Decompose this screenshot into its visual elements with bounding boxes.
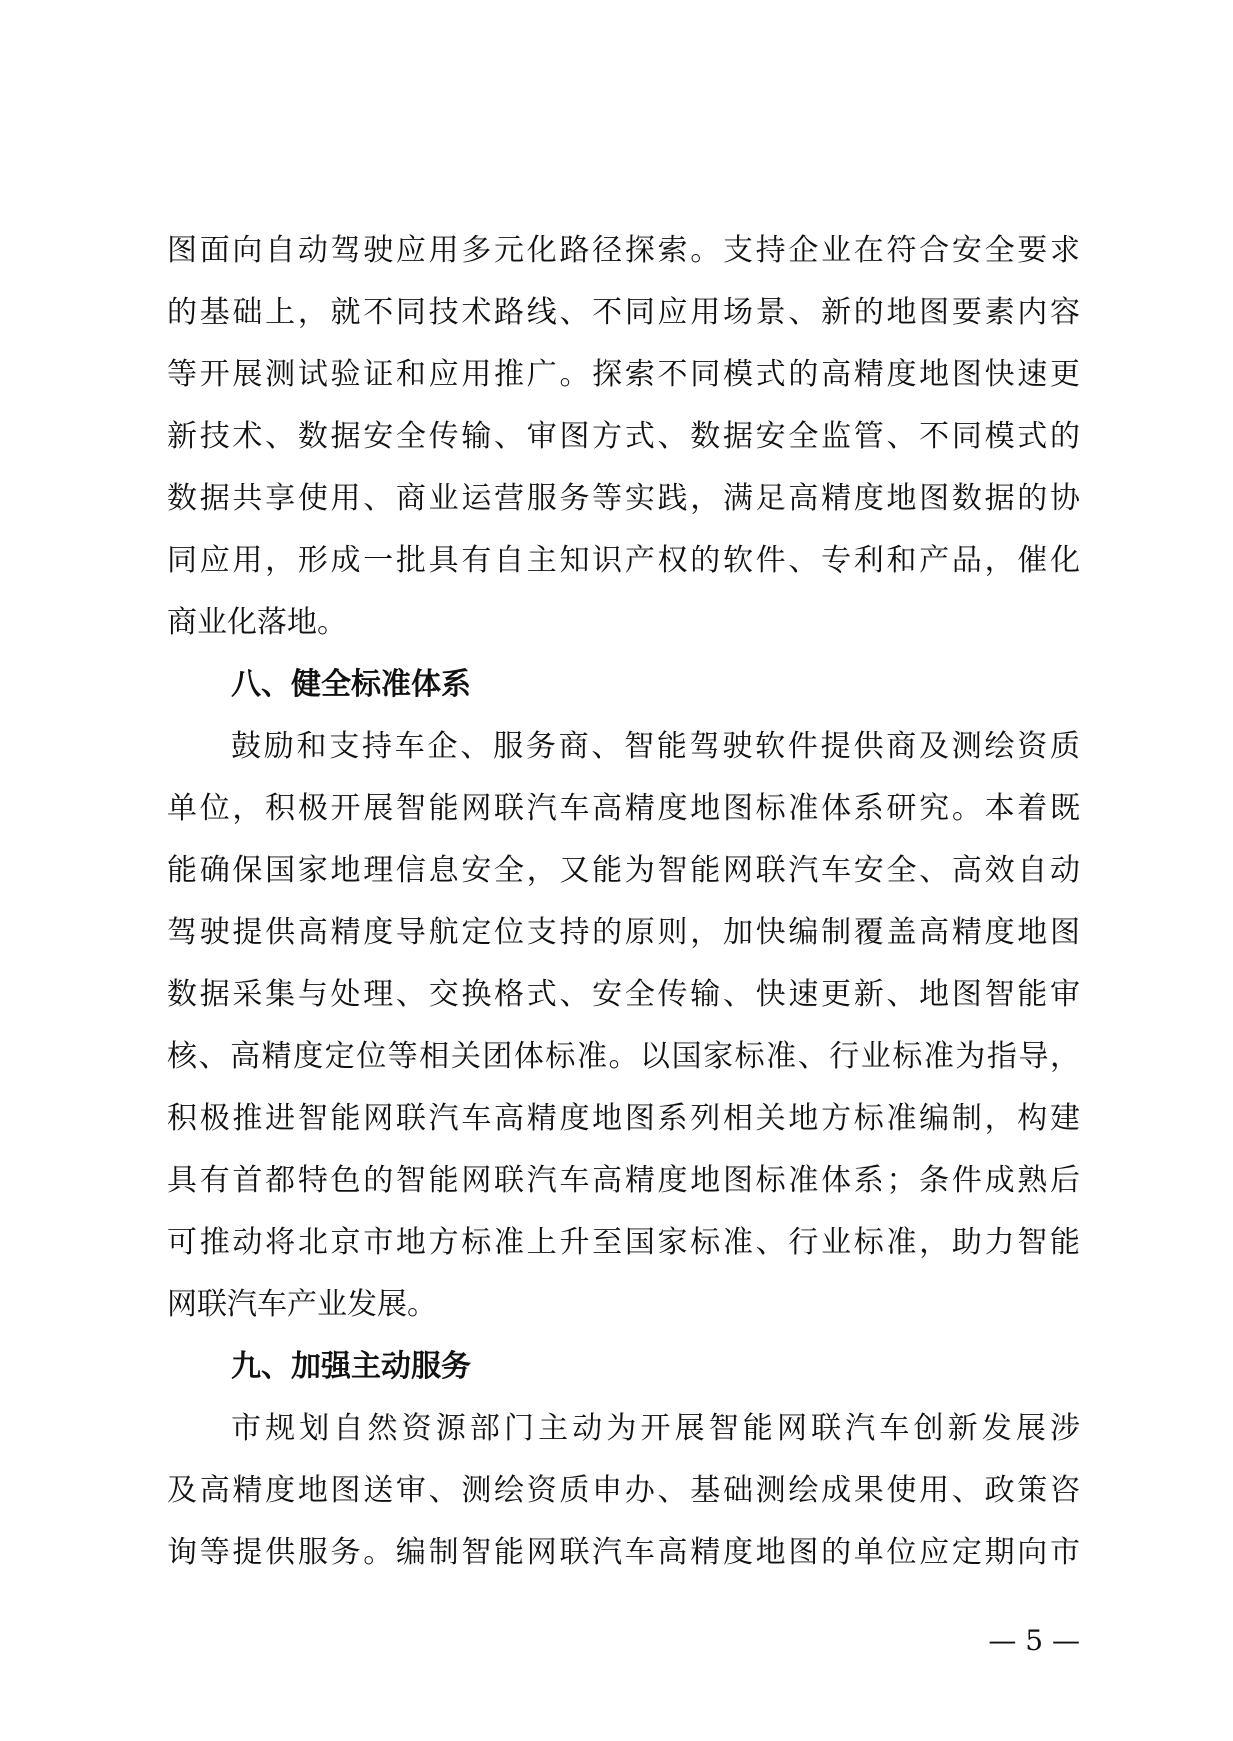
text-line: 网联汽车产业发展。 [167, 1287, 437, 1322]
text-line: 及高精度地图送审、测绘资质申办、基础测绘成果使用、政策咨 [167, 1473, 1080, 1508]
text-line: 新技术、数据安全传输、审图方式、数据安全监管、不同模式的 [167, 419, 1080, 454]
text-line: 驾驶提供高精度导航定位支持的原则，加快编制覆盖高精度地图 [167, 915, 1080, 950]
text-line: 数据共享使用、商业运营服务等实践，满足高精度地图数据的协 [167, 481, 1080, 516]
section-heading-8: 八、健全标准体系 [231, 667, 471, 702]
section-9-paragraph [167, 1398, 1080, 1584]
text-line: 鼓励和支持车企、服务商、智能驾驶软件提供商及测绘资质 [231, 729, 1080, 764]
text-line: 市规划自然资源部门主动为开展智能网联汽车创新发展涉 [231, 1411, 1080, 1446]
text-line: 可推动将北京市地方标准上升至国家标准、行业标准，助力智能 [167, 1225, 1080, 1260]
text-line: 同应用，形成一批具有自主知识产权的软件、专利和产品，催化 [167, 543, 1080, 578]
text-line: 单位，积极开展智能网联汽车高精度地图标准体系研究。本着既 [167, 791, 1080, 826]
text-line: 的基础上，就不同技术路线、不同应用场景、新的地图要素内容 [167, 295, 1080, 330]
text-line: 核、高精度定位等相关团体标准。以国家标准、行业标准为指导， [167, 1039, 1080, 1074]
document-body [167, 220, 1080, 1584]
text-line: 积极推进智能网联汽车高精度地图系列相关地方标准编制，构建 [167, 1101, 1080, 1136]
paragraph-continuation [167, 220, 1080, 654]
text-line: 图面向自动驾驶应用多元化路径探索。支持企业在符合安全要求 [167, 233, 1080, 268]
section-heading-9: 九、加强主动服务 [231, 1349, 471, 1384]
text-line: 等开展测试验证和应用推广。探索不同模式的高精度地图快速更 [167, 357, 1080, 392]
section-8-paragraph [167, 716, 1080, 1336]
text-line: 询等提供服务。编制智能网联汽车高精度地图的单位应定期向市 [167, 1535, 1080, 1570]
text-line: 能确保国家地理信息安全，又能为智能网联汽车安全、高效自动 [167, 853, 1080, 888]
page-number: — 5 — [988, 1624, 1080, 1657]
text-line: 数据采集与处理、交换格式、安全传输、快速更新、地图智能审 [167, 977, 1080, 1012]
text-line: 具有首都特色的智能网联汽车高精度地图标准体系；条件成熟后 [167, 1163, 1080, 1198]
text-line: 商业化落地。 [167, 605, 347, 640]
